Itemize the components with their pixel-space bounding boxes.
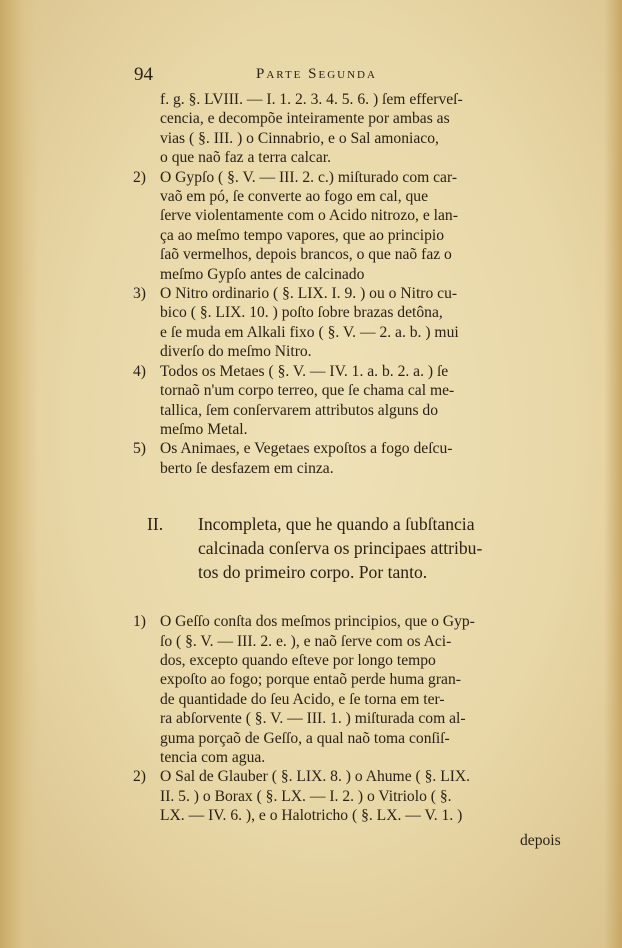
text-line: o que naõ faz a terra calcar. [160, 149, 331, 167]
text-line: cencia, e decompõe inteiramente por ambas as [160, 110, 450, 128]
spacer [160, 584, 590, 612]
list-item-2 [133, 168, 590, 284]
text-line: vaõ em pó, ſe converte ao fogo em cal, que [160, 188, 429, 206]
text-line: tallica, ſem conſervarem attributos alguns do [160, 401, 438, 419]
text-line: diverſo do meſmo Nitro. [160, 343, 312, 361]
text-line: II. 5. ) o Borax ( §. LX. — I. 2. ) o Vitriolo ( §. [160, 787, 452, 805]
text-line: Todos os Metaes ( §. V. — IV. 1. a. b. 2. a. ) ſe [160, 362, 449, 380]
page-body [133, 90, 590, 826]
text-line: O Nitro ordinario ( §. LIX. I. 9. ) ou o Nitro cu- [160, 285, 458, 303]
page-binding-shadow [0, 0, 38, 948]
item-number: 3) [133, 285, 146, 303]
item-number: 4) [133, 362, 146, 380]
text-line: LX. — IV. 6. ), e o Halotricho ( §. LX. — V. 1. ) [160, 807, 463, 825]
text-line: expoſto ao fogo; porque entaõ perde huma gran- [160, 671, 461, 689]
item-number: 2) [133, 768, 146, 786]
text-line: berto ſe desfazem em cinza. [160, 459, 334, 477]
section-line: Incompleta, que he quando a ſubſtancia [198, 514, 475, 535]
text-line: meſmo Metal. [160, 420, 248, 438]
text-line: dos, excepto quando eſteve por longo tempo [160, 651, 436, 669]
item-number: 5) [133, 440, 146, 458]
text-line: tencia com agua. [160, 748, 266, 766]
page-number: 94 [134, 64, 153, 85]
item-number: 2) [133, 168, 146, 186]
text-line: de quantidade do ſeu Acido, e ſe torna em ter- [160, 690, 445, 708]
list-item-3 [133, 284, 590, 362]
list-item-1b [133, 612, 590, 767]
text-line: e ſe muda em Alkali fixo ( §. V. — 2. a. b. ) mui [160, 323, 459, 341]
page-edge-shadow [604, 0, 622, 948]
text-line: ra abſorvente ( §. V. — III. 1. ) miſturada com al- [160, 710, 466, 728]
text-line: ſaõ vermelhos, depois brancos, o que naõ faz o [160, 246, 452, 264]
text-line: bico ( §. LIX. 10. ) poſto ſobre brazas detôna, [160, 304, 443, 322]
catchword: depois [520, 832, 561, 849]
running-head: Parte Segunda [256, 66, 377, 82]
item-number: 1) [133, 613, 146, 631]
list-item-5 [133, 439, 590, 478]
text-line: f. g. §. LVIII. — I. 1. 2. 3. 4. 5. 6. ) ſem efferveſ- [160, 91, 463, 108]
text-line: O Sal de Glauber ( §. LIX. 8. ) o Ahume ( §. LIX. [160, 768, 471, 786]
list-item-2b [133, 767, 590, 825]
section-line: calcinada conſerva os principaes attribu- [198, 538, 483, 559]
section-line: tos do primeiro corpo. Por tanto. [198, 562, 428, 583]
continuation-paragraph [160, 90, 590, 168]
text-line: vias ( §. III. ) o Cinnabrio, e o Sal amoniaco, [160, 129, 439, 147]
spacer [160, 478, 590, 512]
text-line: ſo ( §. V. — III. 2. e. ), e naõ ſerve com os Aci- [160, 632, 452, 650]
section-heading [147, 512, 590, 584]
text-line: Os Animaes, e Vegetaes expoſtos a fogo deſcu- [160, 440, 453, 458]
text-line: O Geſſo conſta dos meſmos principios, que o Gyp- [160, 613, 475, 631]
text-line: guma porçaõ de Geſſo, a qual naõ toma conſiſ- [160, 729, 450, 747]
text-line: meſmo Gypſo antes de calcinado [160, 265, 365, 283]
section-number: II. [147, 514, 164, 535]
text-line: O Gypſo ( §. V. — III. 2. c.) miſturado com car- [160, 168, 458, 186]
list-item-4 [133, 362, 590, 440]
page-header [134, 64, 590, 90]
text-line: ſerve violentamente com o Acido nitrozo, e lan- [160, 207, 458, 225]
text-line: tornaõ n'um corpo terreo, que ſe chama cal me- [160, 382, 455, 400]
text-line: ça ao meſmo tempo vapores, que ao principio [160, 226, 445, 244]
